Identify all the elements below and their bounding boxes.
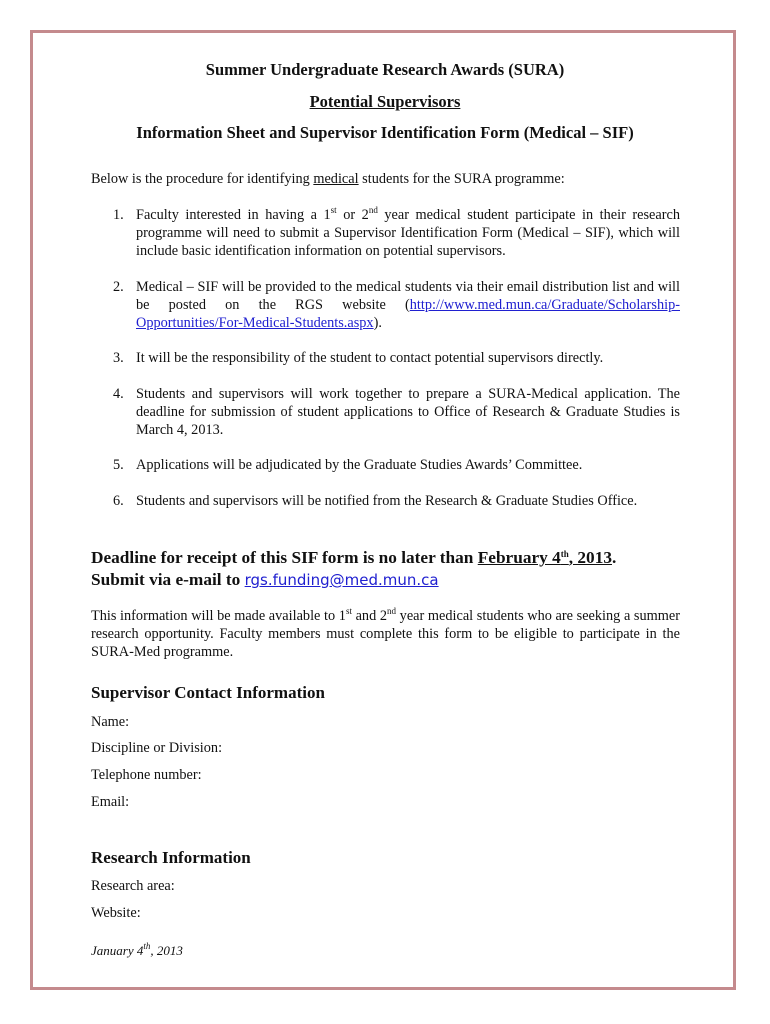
availability-paragraph [91,607,680,661]
availability-sup-nd: nd [387,606,397,616]
supervisor-contact-heading: Supervisor Contact Information [91,683,325,702]
step-1-number: 1. [113,207,124,223]
deadline-date-year: , 2013 [568,548,612,567]
footer-date-a: January 4 [91,943,144,958]
step-2-b: ). [373,315,382,331]
deadline-date-main: February 4 [477,548,561,567]
step-1-a: Faculty interested in having a 1 [136,207,331,223]
step-1-c: year medical student participate in their research programme will need to submit a Supervisor Identification Form (Medical – SIF), which will include basic identification information on potential supervisors. [136,207,680,259]
email-link[interactable]: rgs.funding@med.mun.ca [244,571,439,589]
document-subtitle [0,92,770,112]
research-information-heading: Research Information [91,848,251,867]
footer-date-sup: th [143,941,151,951]
step-1-sup-st: st [330,205,337,215]
step-1-text [136,206,680,260]
document-title: Summer Undergraduate Research Awards (SURA) [205,60,565,79]
availability-c: year medical students who are seeking a summer research opportunity. Faculty members must complete this form to be eligible to participate in the SURA-Med programme. [91,608,680,660]
deadline-text: Deadline for receipt of this SIF form is no later than [91,548,478,567]
availability-a: This information will be made available to 1 [91,608,346,624]
step-4-text: Students and supervisors will work together to prepare a SURA-Medical application. The deadline for submission of student applications to Office of Research & Graduate Studies is March 4, 2013. [136,386,680,438]
intro-after: students for the SURA programme: [358,171,565,187]
step-6-text: Students and supervisors will be notified from the Research & Graduate Studies Office. [136,493,638,509]
step-4-number: 4. [113,386,124,402]
subtitle-text: Potential Supervisors [309,92,461,111]
website-label: Website: [91,905,141,921]
step-2-text [136,278,680,332]
submit-line [91,569,731,591]
name-label: Name: [91,714,130,730]
intro-underlined: medical [313,171,359,187]
step-6-number: 6. [113,493,124,509]
step-2-number: 2. [113,279,124,295]
deadline-end: . [611,548,617,567]
discipline-label: Discipline or Division: [91,740,223,756]
telephone-label: Telephone number: [91,767,202,783]
step-2-a: Medical – SIF will be provided to the medical students via their email distribution list and will be posted on the RGS website ( [136,279,680,313]
submit-text: Submit via e-mail to [91,570,245,589]
availability-b: and 2 [351,608,388,624]
deadline-date-sup: th [560,549,569,559]
availability-sup-st: st [345,606,352,616]
research-area-label: Research area: [91,878,175,894]
step-5-text: Applications will be adjudicated by the Graduate Studies Awards’ Committee. [136,457,583,473]
footer-date [91,943,183,959]
step-1-sup-nd: nd [368,205,378,215]
step-3-number: 3. [113,350,124,366]
email-label: Email: [91,794,130,810]
deadline-line [91,547,731,568]
rgs-website-link[interactable]: http://www.med.mun.ca/Graduate/Scholarship-Opportunities/For-Medical-Students.aspx [136,297,680,331]
intro-text [91,170,691,188]
form-title: Information Sheet and Supervisor Identification Form (Medical – SIF) [136,123,634,142]
step-1-b: or 2 [336,207,369,223]
step-3-text: It will be the responsibility of the student to contact potential supervisors directly. [136,350,604,366]
step-5-number: 5. [113,457,124,473]
footer-date-b: , 2013 [150,943,183,958]
deadline-date [478,548,612,567]
intro-before: Below is the procedure for identifying [91,171,314,187]
